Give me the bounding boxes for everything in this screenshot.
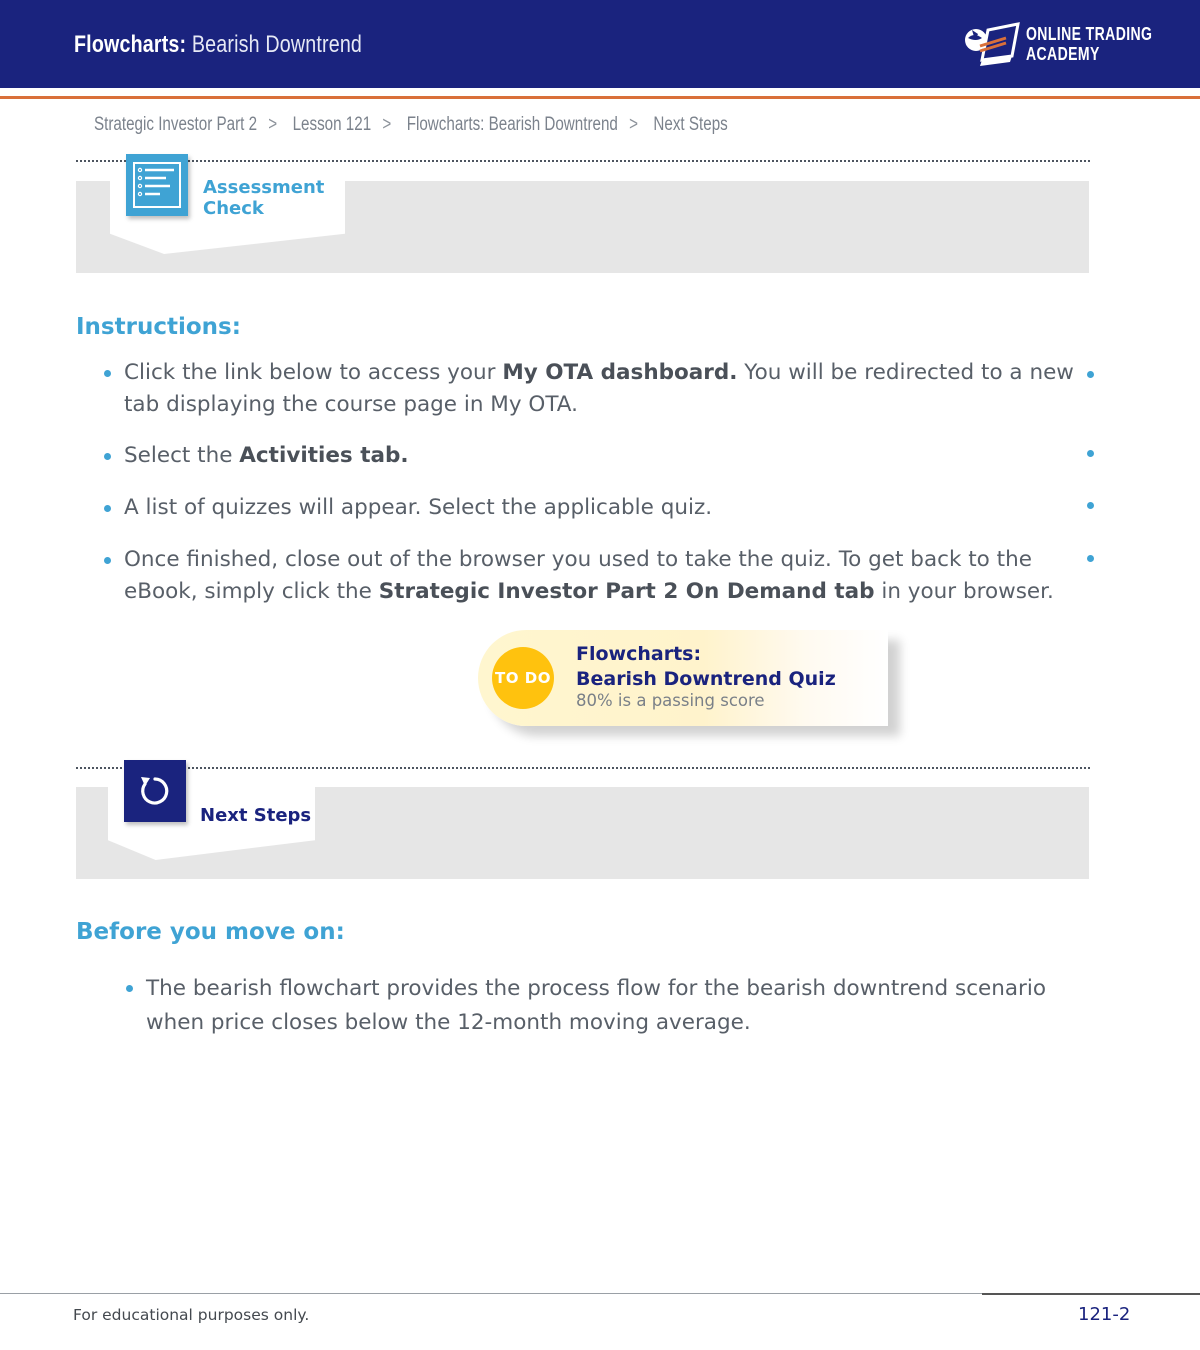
- breadcrumb-separator: >: [382, 114, 392, 135]
- bullet-dot: [126, 985, 133, 992]
- before-heading: Before you move on:: [76, 919, 345, 945]
- todo-badge: TO DO: [492, 647, 554, 709]
- breadcrumb-separator: >: [268, 114, 278, 135]
- refresh-icon: [124, 760, 186, 822]
- instruction-text: Once finished, close out of the browser you used to take the quiz. To get back to the eBook, simply click the: [124, 547, 1032, 604]
- instruction-text: You will be redirected to a new tab displaying the course page in My OTA.: [124, 360, 1074, 417]
- bullet-dot: [104, 557, 111, 564]
- ota-logo: [960, 20, 1153, 70]
- checklist-icon-svg: [126, 154, 188, 216]
- section-divider: [76, 160, 1090, 162]
- quiz-link-card[interactable]: [478, 630, 888, 726]
- margin-dot: [1087, 371, 1094, 378]
- instruction-text: Click the link below to access your: [124, 360, 503, 385]
- header-title-bold: Flowcharts:: [74, 31, 187, 58]
- before-text: The bearish flowchart provides the process flow for the bearish downtrend scenario when price closes below the 12-month moving average.: [146, 976, 1047, 1035]
- checklist-icon: [126, 154, 188, 216]
- instructions-heading: Instructions:: [76, 314, 241, 340]
- instruction-text: in your browser.: [874, 579, 1054, 604]
- instruction-item: [104, 544, 1084, 608]
- breadcrumb-item[interactable]: Next Steps: [653, 114, 728, 135]
- instruction-bold: Activities tab.: [239, 443, 409, 468]
- breadcrumb-item[interactable]: Strategic Investor Part 2: [94, 114, 258, 135]
- instruction-bold: Strategic Investor Part 2 On Demand tab: [378, 579, 875, 604]
- breadcrumb-item[interactable]: Lesson 121: [292, 114, 372, 135]
- instruction-text: A list of quizzes will appear. Select the applicable quiz.: [124, 495, 713, 520]
- margin-dot: [1087, 450, 1094, 457]
- quiz-title-line-1: Flowcharts:: [576, 643, 702, 665]
- footer-divider-accent: [982, 1293, 1200, 1295]
- footer-disclaimer: For educational purposes only.: [73, 1306, 310, 1324]
- assessment-label-line-1: Assessment: [203, 177, 325, 198]
- page-number: 121-2: [1078, 1304, 1131, 1325]
- assessment-label-line-2: Check: [203, 198, 264, 219]
- refresh-icon-svg: [124, 760, 186, 822]
- instruction-item: [104, 357, 1084, 421]
- margin-dot: [1087, 502, 1094, 509]
- page-header: [0, 0, 1200, 88]
- bullet-dot: [104, 505, 111, 512]
- bullet-dot: [104, 453, 111, 460]
- ota-logo-icon: [960, 22, 1024, 68]
- bullet-dot: [104, 370, 111, 377]
- logo-line-1: ONLINE TRADING: [1026, 24, 1153, 44]
- breadcrumb: [94, 114, 739, 140]
- breadcrumb-separator: >: [629, 114, 638, 135]
- quiz-title-line-2: Bearish Downtrend Quiz: [576, 668, 836, 690]
- instruction-bold: My OTA dashboard.: [502, 360, 738, 385]
- section-divider: [76, 767, 1090, 769]
- header-title: [74, 31, 362, 59]
- before-item: [126, 972, 1106, 1040]
- instruction-item: [104, 492, 1084, 524]
- quiz-title: [576, 642, 836, 692]
- breadcrumb-item[interactable]: Flowcharts: Bearish Downtrend: [406, 114, 618, 135]
- logo-text: [1026, 24, 1152, 64]
- next-steps-label: Next Steps: [200, 805, 312, 826]
- instruction-text: Select the: [124, 443, 240, 468]
- header-divider-white: [0, 88, 1200, 96]
- margin-dot: [1087, 555, 1094, 562]
- logo-line-2: ACADEMY: [1026, 44, 1100, 64]
- quiz-passing-score: 80% is a passing score: [576, 691, 765, 710]
- instruction-item: [104, 440, 1084, 472]
- header-title-light: Bearish Downtrend: [191, 31, 363, 58]
- header-divider-orange: [0, 96, 1200, 99]
- assessment-label: [203, 177, 324, 219]
